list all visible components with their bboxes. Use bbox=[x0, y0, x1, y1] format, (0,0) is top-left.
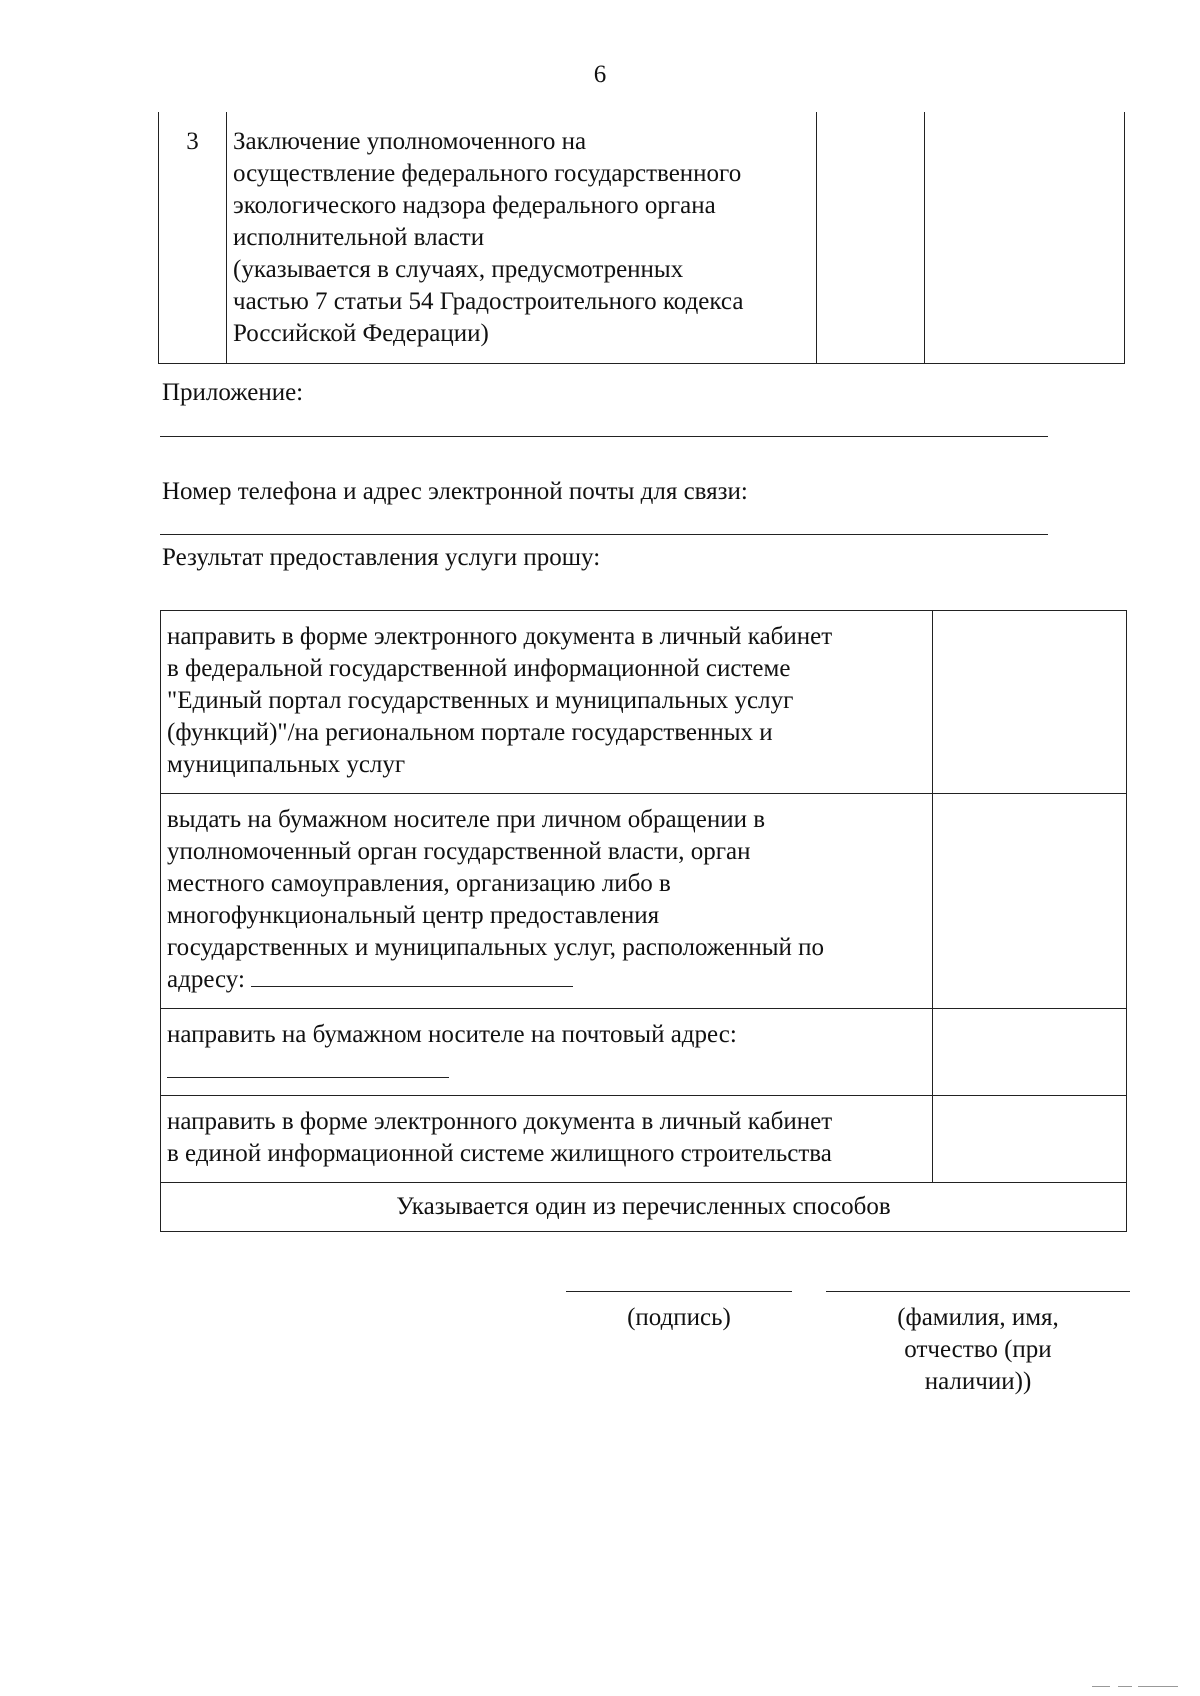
document-name-cell bbox=[227, 112, 817, 364]
option-line: направить в форме электронного документа в личный кабинет bbox=[167, 1108, 833, 1135]
full-name-caption bbox=[826, 1302, 1130, 1398]
documents-table bbox=[158, 112, 1125, 364]
delivery-option-text bbox=[161, 794, 933, 1009]
contact-field[interactable] bbox=[160, 534, 1048, 535]
full-name-field[interactable] bbox=[826, 1291, 1130, 1292]
option-line: направить в форме электронного документа в личный кабинет bbox=[167, 623, 833, 650]
page-number: 6 bbox=[593, 61, 607, 88]
delivery-option-text bbox=[161, 1096, 933, 1183]
appendix-field[interactable] bbox=[160, 436, 1048, 437]
row-number: 3 bbox=[186, 128, 199, 155]
option-line: государственных и муниципальных услуг, расположенный по bbox=[167, 934, 825, 961]
option-line: многофункциональный центр предоставления bbox=[167, 902, 660, 929]
scan-artifact bbox=[1118, 1686, 1132, 1687]
result-label: Результат предоставления услуги прошу: bbox=[162, 544, 601, 571]
option-line: в единой информационной системе жилищного строительства bbox=[167, 1140, 832, 1167]
table-row bbox=[161, 611, 1127, 794]
document-name-line: Российской Федерации) bbox=[233, 320, 489, 347]
option-line: муниципальных услуг bbox=[167, 751, 406, 778]
document-details-cell[interactable] bbox=[817, 112, 925, 364]
delivery-option-checkbox[interactable] bbox=[933, 611, 1127, 794]
address-label: адресу: bbox=[167, 966, 245, 993]
scan-artifact bbox=[1138, 1686, 1178, 1687]
delivery-option-checkbox[interactable] bbox=[933, 1096, 1127, 1183]
document-name-line: Заключение уполномоченного на bbox=[233, 128, 587, 155]
delivery-option-text bbox=[161, 1009, 933, 1096]
table-row bbox=[161, 794, 1127, 1009]
postal-address-field[interactable] bbox=[167, 1077, 449, 1078]
signature-field[interactable] bbox=[566, 1291, 792, 1292]
option-line: уполномоченный орган государственной власти, орган bbox=[167, 838, 751, 865]
table-row bbox=[161, 1009, 1127, 1096]
option-line-with-blank bbox=[167, 964, 926, 996]
option-line: направить на бумажном носителе на почтовый адрес: bbox=[167, 1021, 737, 1048]
full-name-caption-line: (фамилия, имя, bbox=[897, 1304, 1059, 1331]
document-name-line: экологического надзора федерального органа bbox=[233, 192, 716, 219]
option-line: (функций)"/на региональном портале государственных и bbox=[167, 719, 773, 746]
document-name-line: осуществление федерального государственного bbox=[233, 160, 742, 187]
full-name-caption-line: наличии)) bbox=[924, 1368, 1032, 1395]
option-line: в федеральной государственной информационной системе bbox=[167, 655, 791, 682]
option-line: выдать на бумажном носителе при личном обращении в bbox=[167, 806, 766, 833]
row-number-cell bbox=[159, 112, 227, 364]
delivery-option-checkbox[interactable] bbox=[933, 794, 1127, 1009]
appendix-label: Приложение: bbox=[162, 379, 304, 406]
full-name-caption-line: отчество (при bbox=[904, 1336, 1052, 1363]
table-row bbox=[161, 1096, 1127, 1183]
option-line: местного самоуправления, организацию либо в bbox=[167, 870, 671, 897]
signature-caption-text: (подпись) bbox=[627, 1304, 731, 1331]
table-row bbox=[159, 112, 1125, 364]
document-name-line: частью 7 статьи 54 Градостроительного кодекса bbox=[233, 288, 744, 315]
option-line: "Единый портал государственных и муниципальных услуг bbox=[167, 687, 794, 714]
delivery-methods-footer: Указывается один из перечисленных способов bbox=[161, 1183, 1127, 1232]
address-field[interactable] bbox=[251, 985, 573, 987]
contact-label: Номер телефона и адрес электронной почты для связи: bbox=[162, 478, 748, 505]
delivery-methods-table bbox=[160, 610, 1127, 1232]
table-row bbox=[161, 1183, 1127, 1232]
scan-artifact bbox=[1092, 1686, 1110, 1687]
delivery-option-checkbox[interactable] bbox=[933, 1009, 1127, 1096]
document-notes-cell[interactable] bbox=[925, 112, 1125, 364]
document-name-line: (указывается в случаях, предусмотренных bbox=[233, 256, 684, 283]
signature-caption bbox=[566, 1302, 792, 1334]
document-name-line: исполнительной власти bbox=[233, 224, 485, 251]
delivery-option-text bbox=[161, 611, 933, 794]
